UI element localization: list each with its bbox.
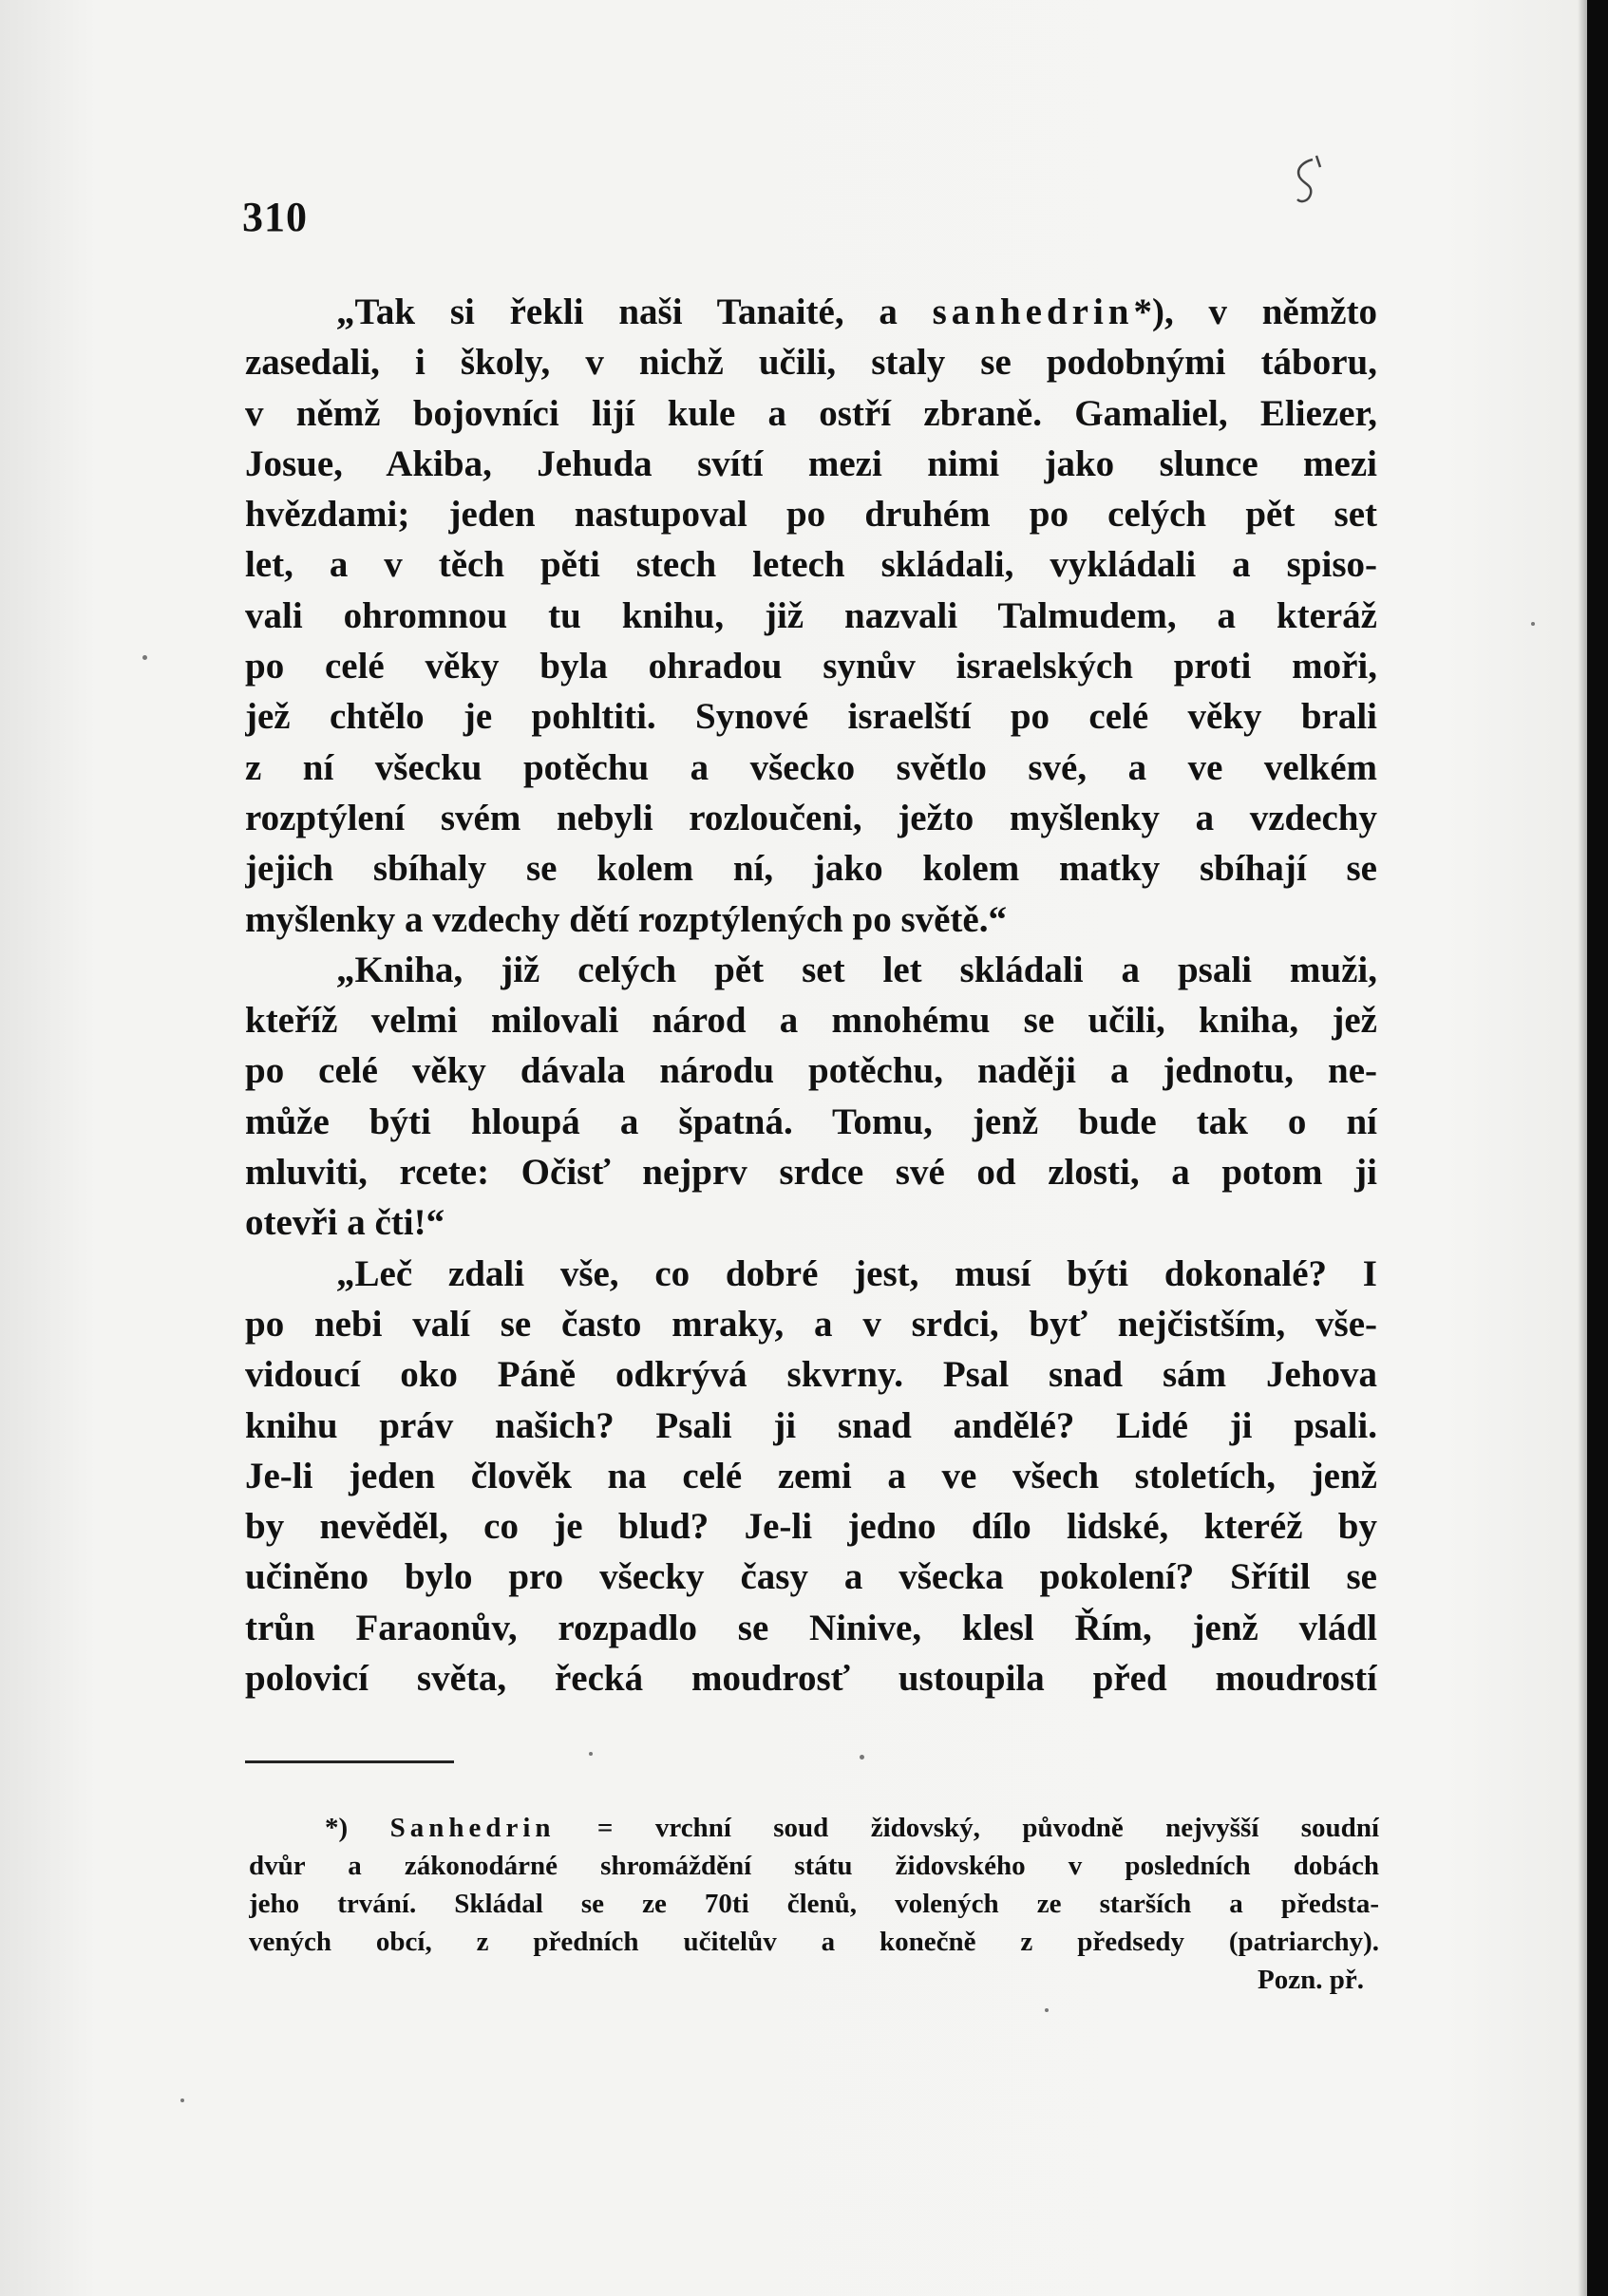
- page-edge-shadow: [1578, 0, 1587, 2296]
- spaced-term: sanhedrin: [932, 292, 1134, 332]
- scan-speck: [860, 1755, 864, 1760]
- text-line: otevři a čti!“: [245, 1202, 445, 1244]
- scan-speck: [1045, 2008, 1049, 2012]
- text-line: jež chtělo je pohltiti. Synové israelští po celé věky brali: [245, 696, 1377, 738]
- text-line: let, a v těch pěti stech letech skládali, vykládali a spiso-: [245, 544, 1377, 586]
- text-line: knihu práv našich? Psali ji snad andělé? Lidé ji psali.: [245, 1404, 1377, 1446]
- scan-border: [1587, 0, 1608, 2296]
- text-line: „Leč zdali vše, co dobré jest, musí býti dokonalé? I: [336, 1252, 1377, 1294]
- text-line: Josue, Akiba, Jehuda svítí mezi nimi jako slunce mezi: [245, 442, 1377, 484]
- body-text: [245, 287, 1377, 1703]
- text-line: může býti hloupá a špatná. Tomu, jenž bude tak o ní: [245, 1101, 1377, 1142]
- scan-speck: [180, 2098, 184, 2102]
- footnote-line: [249, 1809, 1379, 1847]
- scan-speck: [142, 655, 147, 660]
- text-line-tail: *), v němžto: [1133, 292, 1377, 332]
- text-line: polovicí světa, řecká moudrosť ustoupila před moudrostí: [245, 1658, 1377, 1700]
- footnote-line: vených obcí, z předních učitelův a konečně z předsedy (patriarchy).: [249, 1927, 1379, 1957]
- text-line: vidoucí oko Páně odkrývá skvrny. Psal snad sám Jehova: [245, 1354, 1377, 1396]
- text-line: rozptýlení svém nebyli rozloučeni, ježto myšlenky a vzdechy: [245, 797, 1377, 838]
- footnote-divider: [245, 1760, 454, 1763]
- text-line: v němž bojovníci lijí kule a ostří zbraně. Gamaliel, Eliezer,: [245, 392, 1377, 434]
- footnote-attribution: Pozn. př.: [1258, 1965, 1364, 1995]
- scan-speck: [589, 1752, 593, 1756]
- text-line: jejich sbíhaly se kolem ní, jako kolem matky sbíhají se: [245, 848, 1377, 890]
- text-line: vali ohromnou tu knihu, již nazvali Talmudem, a kteráž: [245, 594, 1377, 636]
- text-line: učiněno bylo pro všecky časy a všecka pokolení? Sřítil se: [245, 1556, 1377, 1598]
- text-line: myšlenky a vzdechy dětí rozptýlených po světě.“: [245, 898, 1007, 940]
- text-line: [245, 287, 1377, 337]
- footnote-line-text: = vrchní soud židovský, původně nejvyšší soudní: [555, 1813, 1379, 1843]
- text-line: zasedali, i školy, v nichž učili, staly se podobnými táboru,: [245, 342, 1377, 384]
- text-line: „Kniha, již celých pět set let skládali a psali muži,: [336, 949, 1377, 990]
- text-line: hvězdami; jeden nastupoval po druhém po celých pět set: [245, 494, 1377, 536]
- text-line: by nevěděl, co je blud? Je-li jedno dílo lidské, kteréž by: [245, 1506, 1377, 1548]
- pencil-mark-icon: [1284, 152, 1332, 218]
- text-line: po celé věky dávala národu potěchu, naději a jednotu, ne-: [245, 1050, 1377, 1092]
- page-number: 310: [242, 194, 308, 240]
- footnote-marker: *): [325, 1813, 349, 1843]
- text-line: trůn Faraonův, rozpadlo se Ninive, klesl Řím, jenž vládl: [245, 1607, 1377, 1648]
- text-line-start: „Tak si řekli naši Tanaité, a: [336, 292, 933, 332]
- footnote-line: dvůr a zákonodárné shromáždění státu židovského v posledních dobách: [249, 1851, 1379, 1881]
- footnote: [249, 1809, 1379, 1999]
- scan-speck: [1531, 622, 1535, 626]
- text-line: Je-li jeden člověk na celé zemi a ve všech stoletích, jenž: [245, 1455, 1377, 1496]
- text-line: kteříž velmi milovali národ a mnohému se učili, kniha, jež: [245, 1000, 1377, 1042]
- footnote-term: Sanhedrin: [389, 1813, 556, 1843]
- text-line: z ní všecku potěchu a všecko světlo své, a ve velkém: [245, 746, 1377, 788]
- footnote-line: jeho trvání. Skládal se ze 70ti členů, volených ze starších a předsta-: [249, 1889, 1379, 1919]
- text-line: po celé věky byla ohradou synův israelských proti moři,: [245, 646, 1377, 687]
- text-line: mluviti, rcete: Očisť nejprv srdce své od zlosti, a potom ji: [245, 1152, 1377, 1194]
- text-line: po nebi valí se často mraky, a v srdci, byť nejčistším, vše-: [245, 1303, 1377, 1345]
